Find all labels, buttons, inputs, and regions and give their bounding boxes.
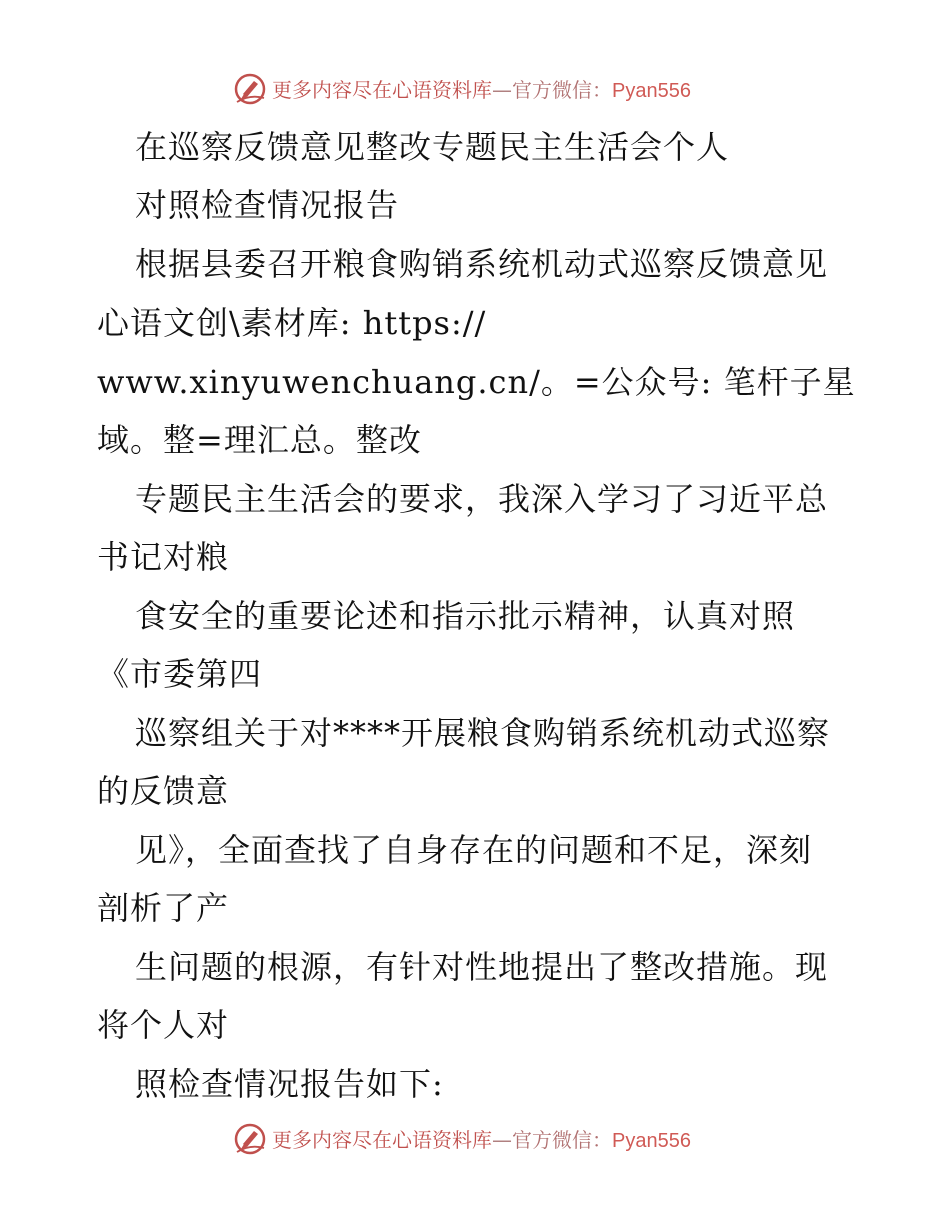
watermark-wechat-id: Pyan556 — [612, 80, 691, 102]
footer-watermark-banner — [0, 1120, 950, 1160]
doc-text-line: 心语文创\素材库: https:// — [97, 304, 487, 342]
watermark-wechat-label: 官方微信： — [512, 1128, 612, 1152]
watermark-dash: — — [492, 78, 512, 102]
doc-text-line: 的反馈意 — [97, 772, 230, 810]
doc-text-line: 剖析了产 — [97, 889, 230, 927]
doc-text-line: 根据县委召开粮食购销系统机动式巡察反馈意见 — [135, 245, 829, 283]
header-watermark-banner — [0, 70, 950, 110]
watermark-dash: — — [492, 1128, 512, 1152]
doc-text-line: 专题民主生活会的要求，我深入学习了习近平总 — [135, 480, 829, 518]
doc-title-line-2: 对照检查情况报告 — [135, 186, 400, 224]
watermark-slogan: 更多内容尽在心语资料库 — [272, 1128, 492, 1152]
doc-text-line: 将个人对 — [97, 1006, 230, 1044]
watermark-wechat-label: 官方微信： — [512, 78, 612, 102]
doc-text-line: 书记对粮 — [97, 538, 230, 576]
doc-title-line-1: 在巡察反馈意见整改专题民主生活会个人 — [135, 128, 730, 166]
doc-text-line: www.xinyuwenchuang.cn/。=公众号: 笔杆子星 — [97, 363, 856, 401]
doc-text-line: 生问题的根源，有针对性地提出了整改措施。现 — [135, 948, 829, 986]
doc-text-line: 《市委第四 — [97, 655, 263, 693]
doc-text-line: 见》，全面查找了自身存在的问题和不足，深刻 — [135, 831, 813, 869]
doc-text-line: 域。整=理汇总。整改 — [97, 421, 422, 459]
doc-text-line: 巡察组关于对****开展粮食购销系统机动式巡察 — [135, 714, 831, 752]
doc-text-line: 照检查情况报告如下: — [135, 1065, 444, 1103]
watermark-text — [272, 1127, 691, 1154]
xinyu-logo-icon — [233, 72, 267, 106]
watermark-text — [272, 77, 691, 104]
xinyu-logo-icon — [233, 1122, 267, 1156]
watermark-wechat-id: Pyan556 — [612, 1130, 691, 1152]
doc-text-line: 食安全的重要论述和指示批示精神，认真对照 — [135, 597, 796, 635]
watermark-slogan: 更多内容尽在心语资料库 — [272, 78, 492, 102]
